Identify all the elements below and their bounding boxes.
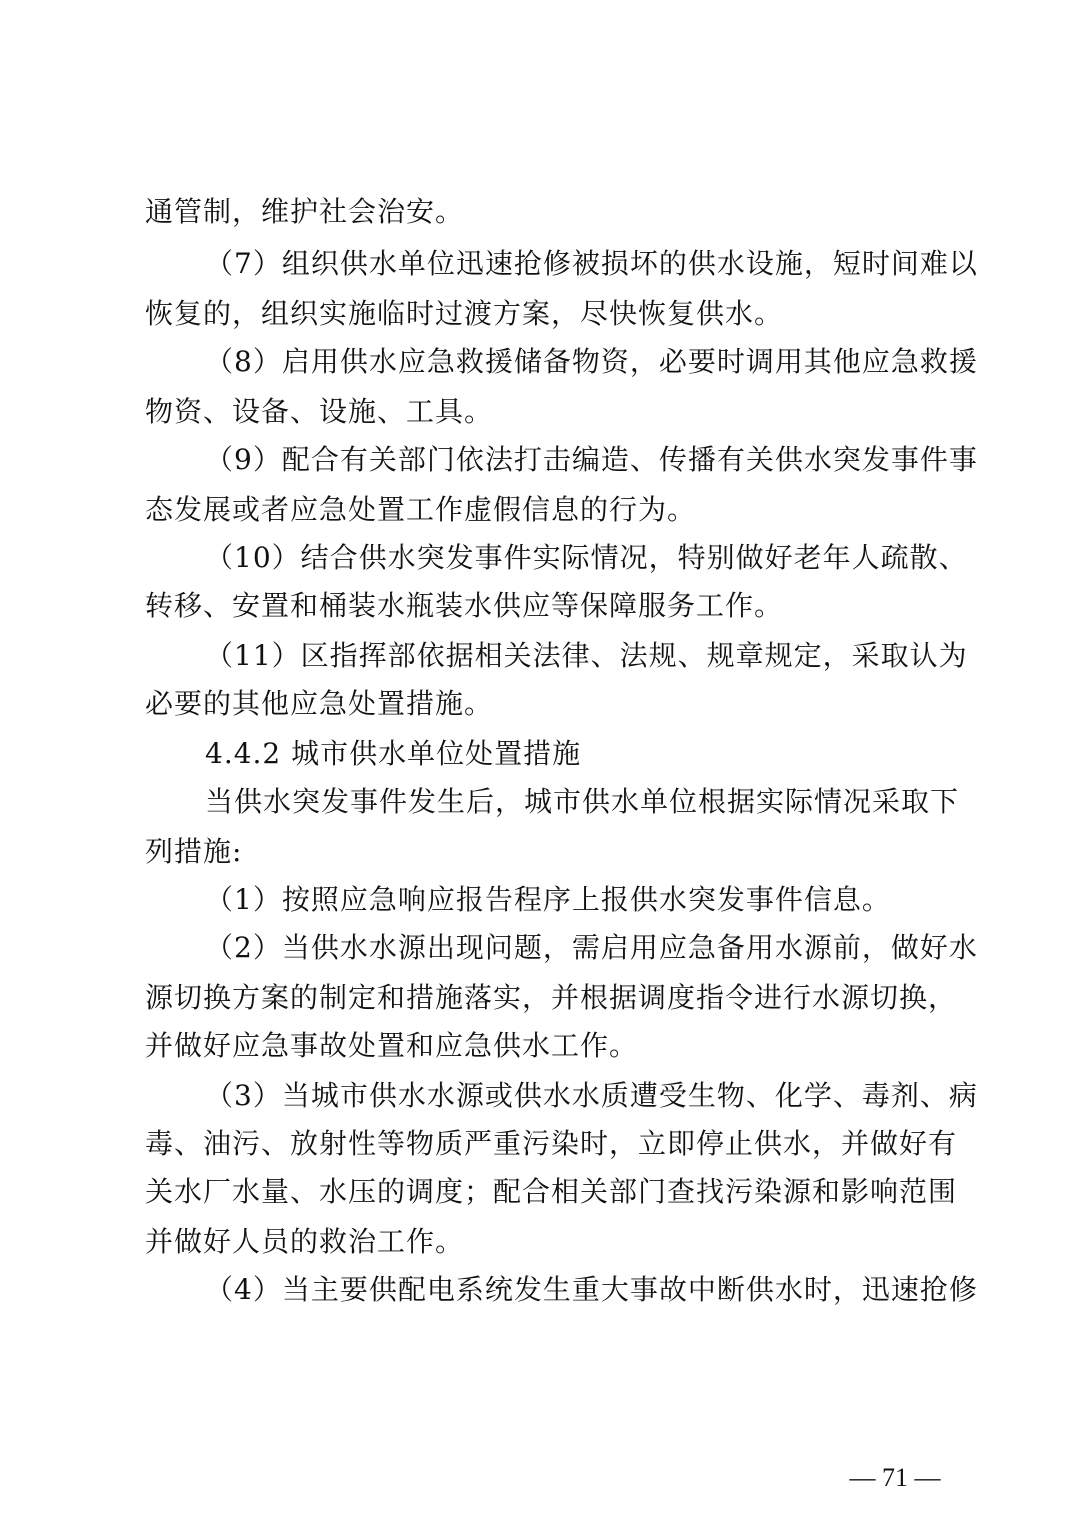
text-line: （3）当城市供水水源或供水水质遭受生物、化学、毒剂、病 <box>205 1079 978 1112</box>
section-heading: 4.4.2 城市供水单位处置措施 <box>205 737 582 770</box>
text-line: （8）启用供水应急救援储备物资，必要时调用其他应急救援 <box>205 345 978 378</box>
text-line: 并做好人员的救治工作。 <box>145 1225 465 1258</box>
text-line: 恢复的，组织实施临时过渡方案，尽快恢复供水。 <box>145 297 784 330</box>
text-line: （2）当供水水源出现问题，需启用应急备用水源前，做好水 <box>205 931 978 964</box>
page-number: — 71 — <box>849 1463 941 1492</box>
text-line: 态发展或者应急处置工作虚假信息的行为。 <box>145 493 697 526</box>
text-line: 并做好应急事故处置和应急供水工作。 <box>145 1029 639 1062</box>
text-line: （10）结合供水突发事件实际情况，特别做好老年人疏散、 <box>205 541 968 574</box>
text-line: 毒、油污、放射性等物质严重污染时，立即停止供水，并做好有 <box>145 1127 958 1160</box>
text-line: 必要的其他应急处置措施。 <box>145 687 494 720</box>
text-line: （4）当主要供配电系统发生重大事故中断供水时，迅速抢修 <box>205 1273 978 1306</box>
text-line: （11）区指挥部依据相关法律、法规、规章规定，采取认为 <box>205 639 968 672</box>
text-line: 物资、设备、设施、工具。 <box>145 395 494 428</box>
text-line: （1）按照应急响应报告程序上报供水突发事件信息。 <box>205 883 891 916</box>
text-line: 列措施: <box>145 835 243 868</box>
text-line: （9）配合有关部门依法打击编造、传播有关供水突发事件事 <box>205 443 978 476</box>
text-line: （7）组织供水单位迅速抢修被损坏的供水设施，短时间难以 <box>205 247 978 280</box>
text-line: 转移、安置和桶装水瓶装水供应等保障服务工作。 <box>145 589 784 622</box>
text-line: 当供水突发事件发生后，城市供水单位根据实际情况采取下 <box>205 785 960 818</box>
text-line: 源切换方案的制定和措施落实，并根据调度指令进行水源切换， <box>145 981 958 1014</box>
text-line: 通管制，维护社会治安。 <box>145 195 465 228</box>
text-line: 关水厂水量、水压的调度；配合相关部门查找污染源和影响范围 <box>145 1175 958 1208</box>
